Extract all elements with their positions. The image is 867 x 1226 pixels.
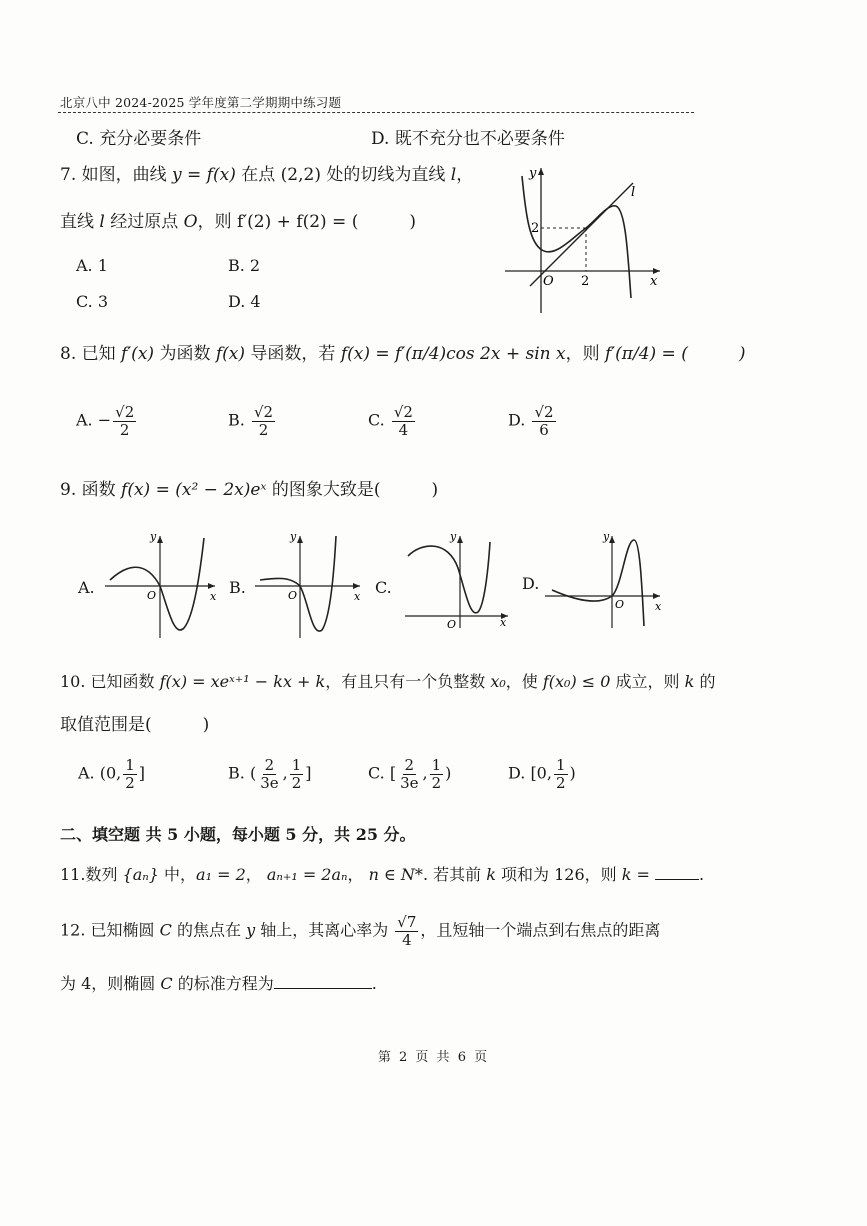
svg-text:x: x bbox=[655, 600, 662, 613]
q7-line2: 直线 l 经过原点 O，则 f′(2) + f(2) = ( ) bbox=[60, 212, 416, 232]
q7-option-a: A. 1 bbox=[76, 256, 108, 275]
q8-stem: 8. 已知 f′(x) 为函数 f(x) 导函数，若 f(x) = f′(π/4)cos 2x + sin x，则 f′(π/4) = ( ) bbox=[60, 344, 746, 364]
q11-stem: 11.数列 {aₙ} 中，a₁ = 2， aₙ₊₁ = 2aₙ， n ∈ N*. 若其前 k 项和为 126，则 k = . bbox=[60, 865, 705, 884]
section-2-title: 二、填空题 共 5 小题，每小题 5 分，共 25 分。 bbox=[60, 825, 416, 844]
q12-line2: 为 4，则椭圆 C 的标准方程为 . bbox=[60, 974, 377, 993]
svg-text:y: y bbox=[290, 530, 297, 543]
q9-label-b: B. bbox=[229, 578, 246, 597]
svg-text:y: y bbox=[603, 530, 610, 543]
q7-curve bbox=[522, 176, 631, 298]
q9-label-d: D. bbox=[522, 574, 540, 593]
q9d-y-arrow-icon bbox=[609, 536, 615, 543]
q10-line1: 10. 已知函数 f(x) = xeˣ⁺¹ − kx + k，有且只有一个负整数 x₀，使 f(x₀) ≤ 0 成立，则 k 的 bbox=[60, 672, 716, 691]
q10-option-d: D. [0, $\frac{1}{2}$ ) bbox=[508, 756, 576, 792]
q9c-y-arrow-icon bbox=[457, 536, 463, 543]
q9-graph-b bbox=[250, 528, 370, 643]
page-footer: 第 2 页 共 6 页 bbox=[377, 1050, 490, 1065]
q9b-x-arrow-icon bbox=[353, 583, 360, 589]
q7-option-d: D. 4 bbox=[228, 292, 261, 311]
svg-text:x: x bbox=[500, 616, 507, 629]
q10-option-b: B. ( $\frac{2}{3e}$ , $\frac{1}{2}$ ] bbox=[228, 756, 312, 792]
q9-stem: 9. 函数 f(x) = (x² − 2x)eˣ 的图象大致是( ) bbox=[60, 480, 439, 500]
q12-line1: 12. 已知椭圆 C 的焦点在 y 轴上，其离心率为 $\frac{√7}{4}$ ，且短轴一个端点到右焦点的距离 bbox=[60, 913, 661, 949]
q10-line2: 取值范围是( ) bbox=[60, 715, 210, 735]
q8-option-c: C. $\frac{√2}{4}$ bbox=[368, 403, 413, 439]
q9b-y-arrow-icon bbox=[297, 536, 303, 543]
q6-option-d: D. 既不充分也不必要条件 bbox=[371, 129, 565, 149]
q9a-x-arrow-icon bbox=[208, 583, 215, 589]
q7-option-c: C. 3 bbox=[76, 292, 109, 311]
q11-answer-blank[interactable] bbox=[655, 879, 699, 880]
page-header: 北京八中 2024-2025 学年度第二学期期中练习题 bbox=[60, 95, 342, 110]
q7-line-label: l bbox=[631, 185, 636, 200]
svg-text:O: O bbox=[615, 598, 625, 611]
q8-option-b: B. $\frac{√2}{2}$ bbox=[228, 403, 274, 439]
svg-text:O: O bbox=[147, 589, 157, 602]
svg-text:O: O bbox=[288, 589, 298, 602]
q8-option-a: A. − $\frac{√2}{2}$ bbox=[76, 403, 135, 439]
svg-text:y: y bbox=[450, 530, 457, 543]
q9-graph-d bbox=[540, 528, 665, 633]
q7-x-label: x bbox=[650, 274, 658, 289]
svg-text:y: y bbox=[150, 530, 157, 543]
q9-graph-a bbox=[100, 528, 220, 643]
q7-tick-y: 2 bbox=[531, 221, 540, 236]
header-divider bbox=[58, 112, 694, 113]
q9-label-a: A. bbox=[78, 578, 95, 597]
q9-label-c: C. bbox=[375, 578, 392, 597]
svg-text:O: O bbox=[447, 618, 457, 631]
q9d-x-arrow-icon bbox=[653, 593, 660, 599]
q7-y-arrow-icon bbox=[538, 168, 544, 175]
q10-option-a: A. (0, $\frac{1}{2}$ ] bbox=[78, 756, 146, 792]
q6-option-c: C. 充分必要条件 bbox=[76, 129, 202, 149]
q9a-y-arrow-icon bbox=[157, 536, 163, 543]
q10-option-c: C. [ $\frac{2}{3e}$ , $\frac{1}{2}$ ) bbox=[368, 756, 452, 792]
q12-answer-blank[interactable] bbox=[274, 988, 372, 989]
q7-tick-x: 2 bbox=[581, 274, 590, 289]
svg-text:x: x bbox=[210, 590, 217, 603]
q9-graph-c bbox=[400, 528, 515, 633]
q7-line1: 7. 如图，曲线 y = f(x) 在点 (2,2) 处的切线为直线 l， bbox=[60, 165, 474, 185]
q7-origin-label: O bbox=[543, 274, 554, 289]
q8-option-d: D. $\frac{√2}{6}$ bbox=[508, 403, 554, 439]
svg-text:x: x bbox=[354, 590, 361, 603]
q7-y-label: y bbox=[529, 166, 537, 181]
q7-option-b: B. 2 bbox=[228, 256, 261, 275]
q7-graph bbox=[500, 158, 670, 318]
